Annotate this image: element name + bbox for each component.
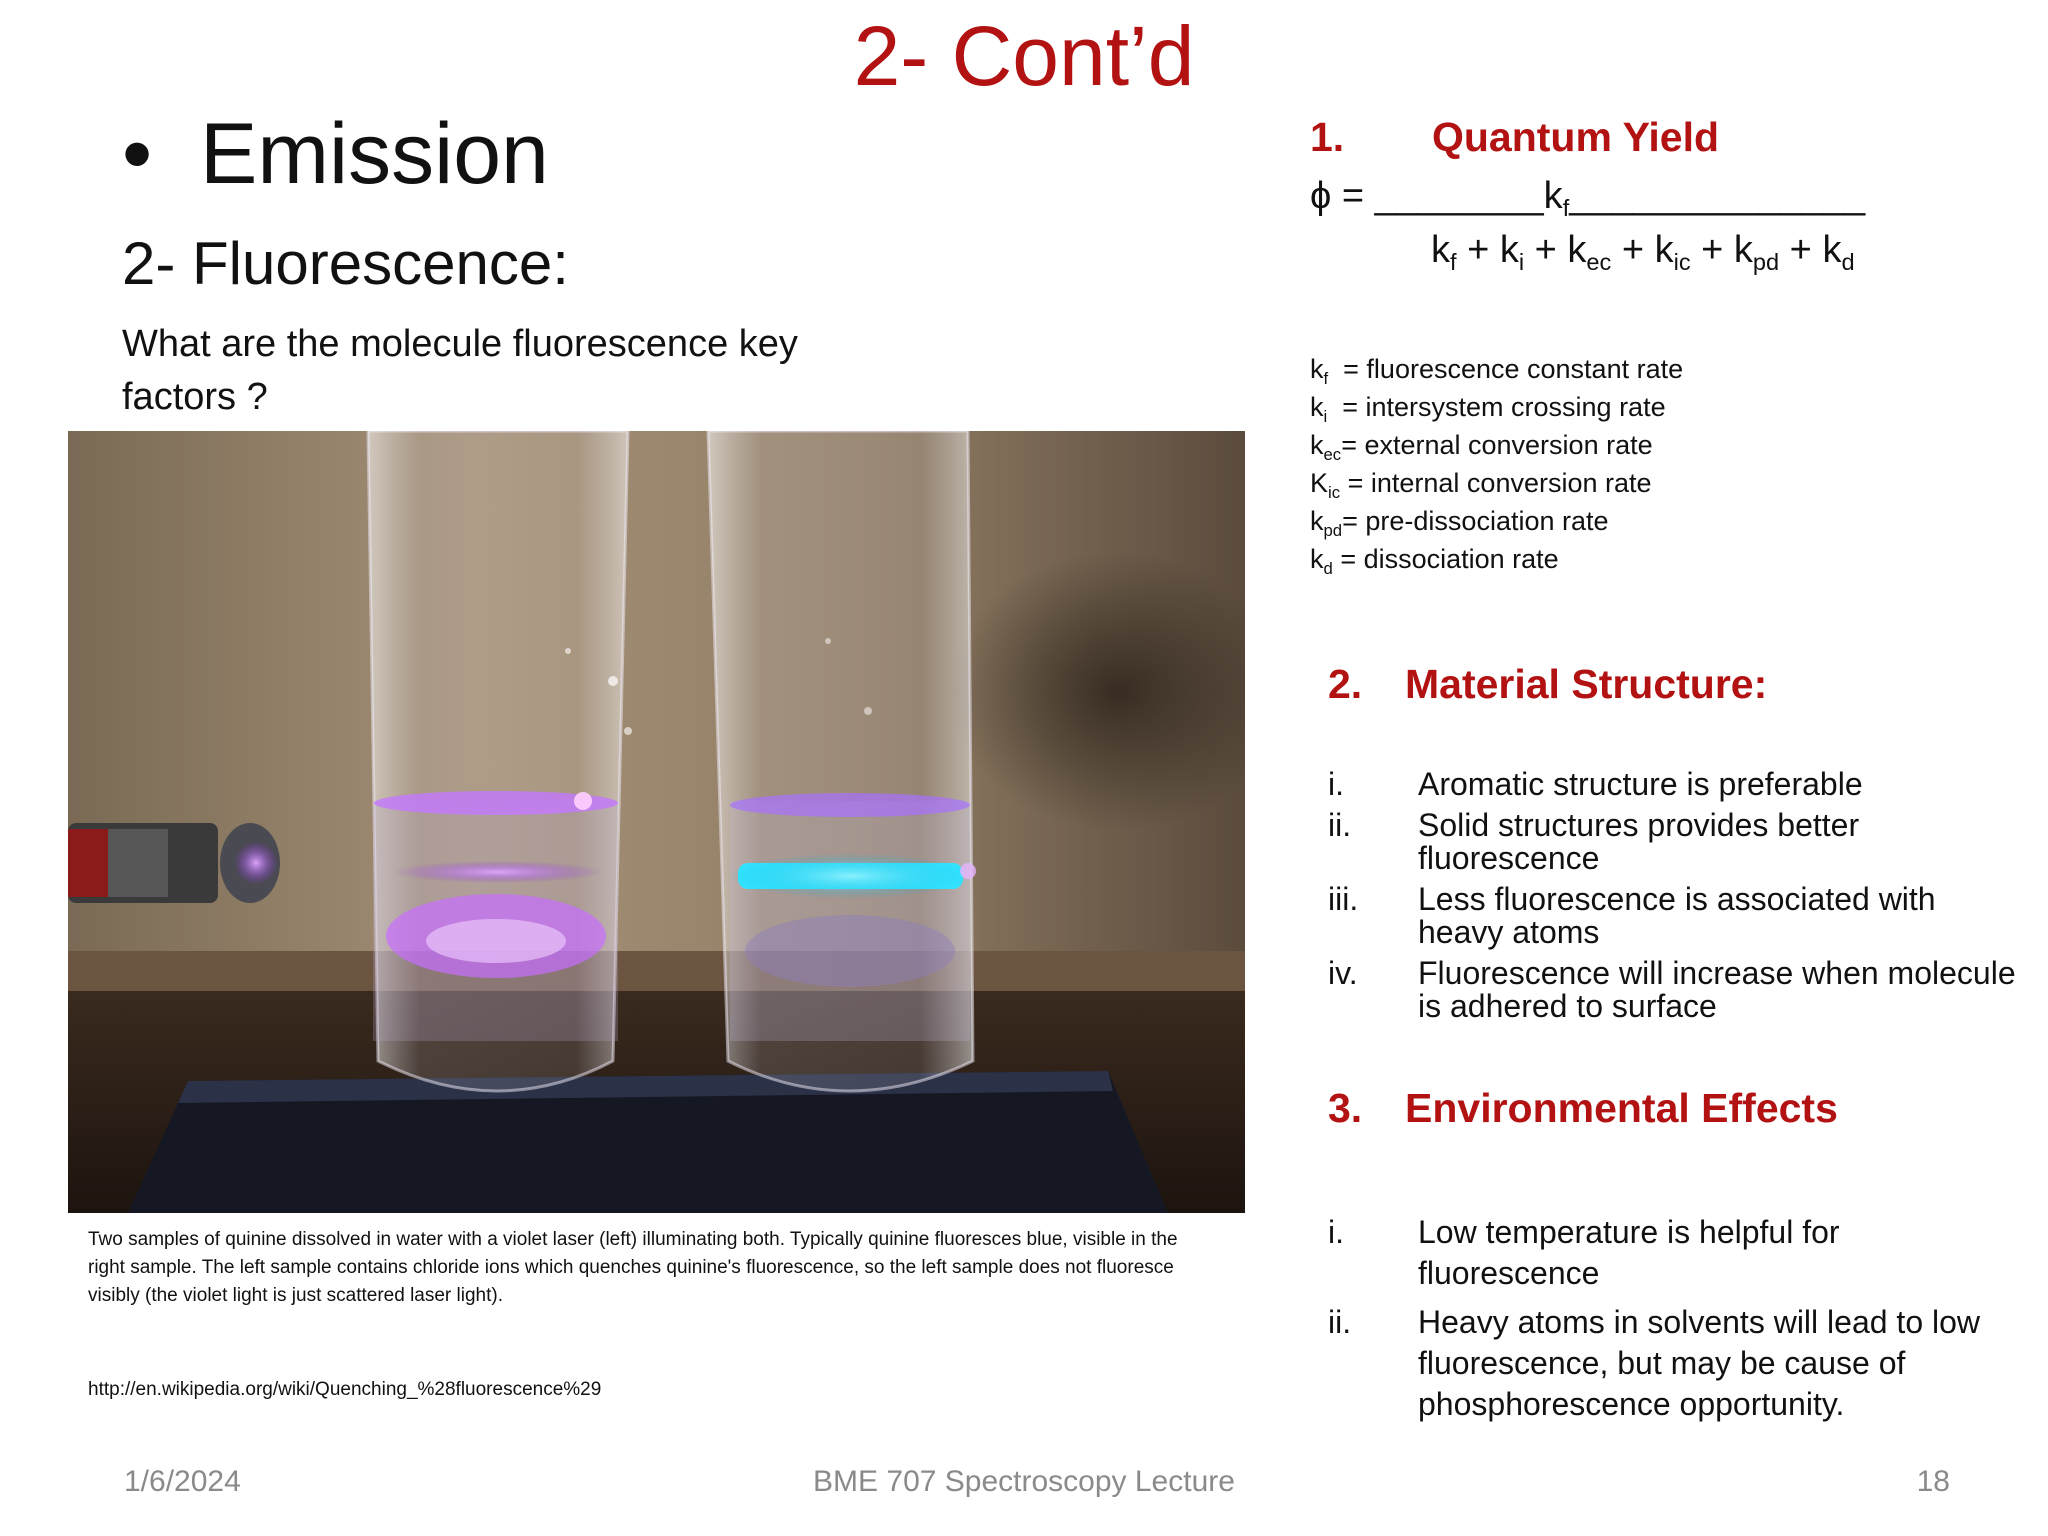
list-item: ii. Solid structures provides better fluorescence <box>1328 807 1860 876</box>
definition-row: $k_{ec}=$ external conversion rate <box>1310 430 1653 464</box>
photo-caption: Two samples of quinine dissolved in water with a violet laser (left) illuminating both. Typically quinine fluoresces blue, visible in the right sample. The left sample contains chloride ions which quenches quinine's fluorescence, so the left sample does not fluoresce visibly (the violet light is just scattered laser light). <box>88 1229 1178 1306</box>
list-item: ii. Heavy atoms in solvents will lead to low fluorescence, but may be cause of phosphorescence opportunity. <box>1328 1304 1981 1422</box>
section-title: Material Structure: <box>1405 661 1768 707</box>
emission-label: Emission <box>200 106 549 202</box>
slide-title: 2- Cont’d <box>853 9 1195 103</box>
footer-date: 1/6/2024 <box>124 1465 241 1498</box>
section-title: Environmental Effects <box>1405 1085 1838 1131</box>
quantum-yield-denominator <box>1431 226 1855 274</box>
definition-row: $k_i$ = intersystem crossing rate <box>1310 392 1666 426</box>
denom-term: $k_{ic}$ + <box>1654 229 1734 276</box>
material-structure-heading <box>1328 659 1767 709</box>
denom-term: $k_{pd}$ + <box>1733 229 1823 276</box>
material-structure-list <box>1328 768 2018 1031</box>
fluorescence-heading: 2- Fluorescence: <box>122 230 569 297</box>
environmental-effects-heading <box>1328 1083 1838 1133</box>
quantum-yield-heading <box>1310 112 1719 162</box>
list-item: i. Low temperature is helpful for fluorescence <box>1328 1214 1840 1291</box>
numerator-subscript: f <box>1562 195 1570 222</box>
bullet-dot: • <box>122 106 153 202</box>
environmental-effects-list <box>1328 1212 2018 1433</box>
section-title: Quantum Yield <box>1432 114 1720 160</box>
list-item: i. Aromatic structure is preferable <box>1328 766 1863 802</box>
definition-row: $k_d$ = dissociation rate <box>1310 544 1559 578</box>
quantum-yield-numerator <box>1310 172 1865 220</box>
footer-course: BME 707 Spectroscopy Lecture <box>813 1465 1235 1498</box>
page-number: 18 <box>1916 1465 1950 1498</box>
section-number: 2. <box>1328 661 1363 707</box>
definition-row: $k_f$ = fluorescence constant rate <box>1310 354 1684 388</box>
denom-term: $k_{ec}$ + <box>1567 229 1655 276</box>
definition-row: $k_{pd}=$ pre-dissociation rate <box>1310 506 1609 540</box>
emission-bullet <box>122 104 549 204</box>
fraction-line: ______________ <box>1569 175 1866 217</box>
quinine-fluorescence-photo <box>68 431 1245 1213</box>
phi-symbol: ϕ <box>1310 175 1332 217</box>
denom-term: $k_d$ <box>1822 229 1855 276</box>
denom-term: $k_i$ + <box>1499 229 1568 276</box>
section-number: 1. <box>1310 114 1345 160</box>
list-item: iii. Less fluorescence is associated with heavy atoms <box>1328 881 1936 950</box>
section-number: 3. <box>1328 1085 1363 1131</box>
key-factors-question: What are the molecule fluorescence key factors ? <box>122 323 798 418</box>
formula-equals: = ________k <box>1331 175 1563 217</box>
definition-row: $K_{ic}$ = internal conversion rate <box>1310 468 1652 502</box>
denom-term: $k_f$ + <box>1431 229 1500 276</box>
source-link[interactable]: http://en.wikipedia.org/wiki/Quenching_%28fluorescence%29 <box>88 1379 602 1400</box>
list-item: iv. Fluorescence will increase when molecule is adhered to surface <box>1328 955 2016 1024</box>
rate-definitions <box>1310 350 1683 578</box>
